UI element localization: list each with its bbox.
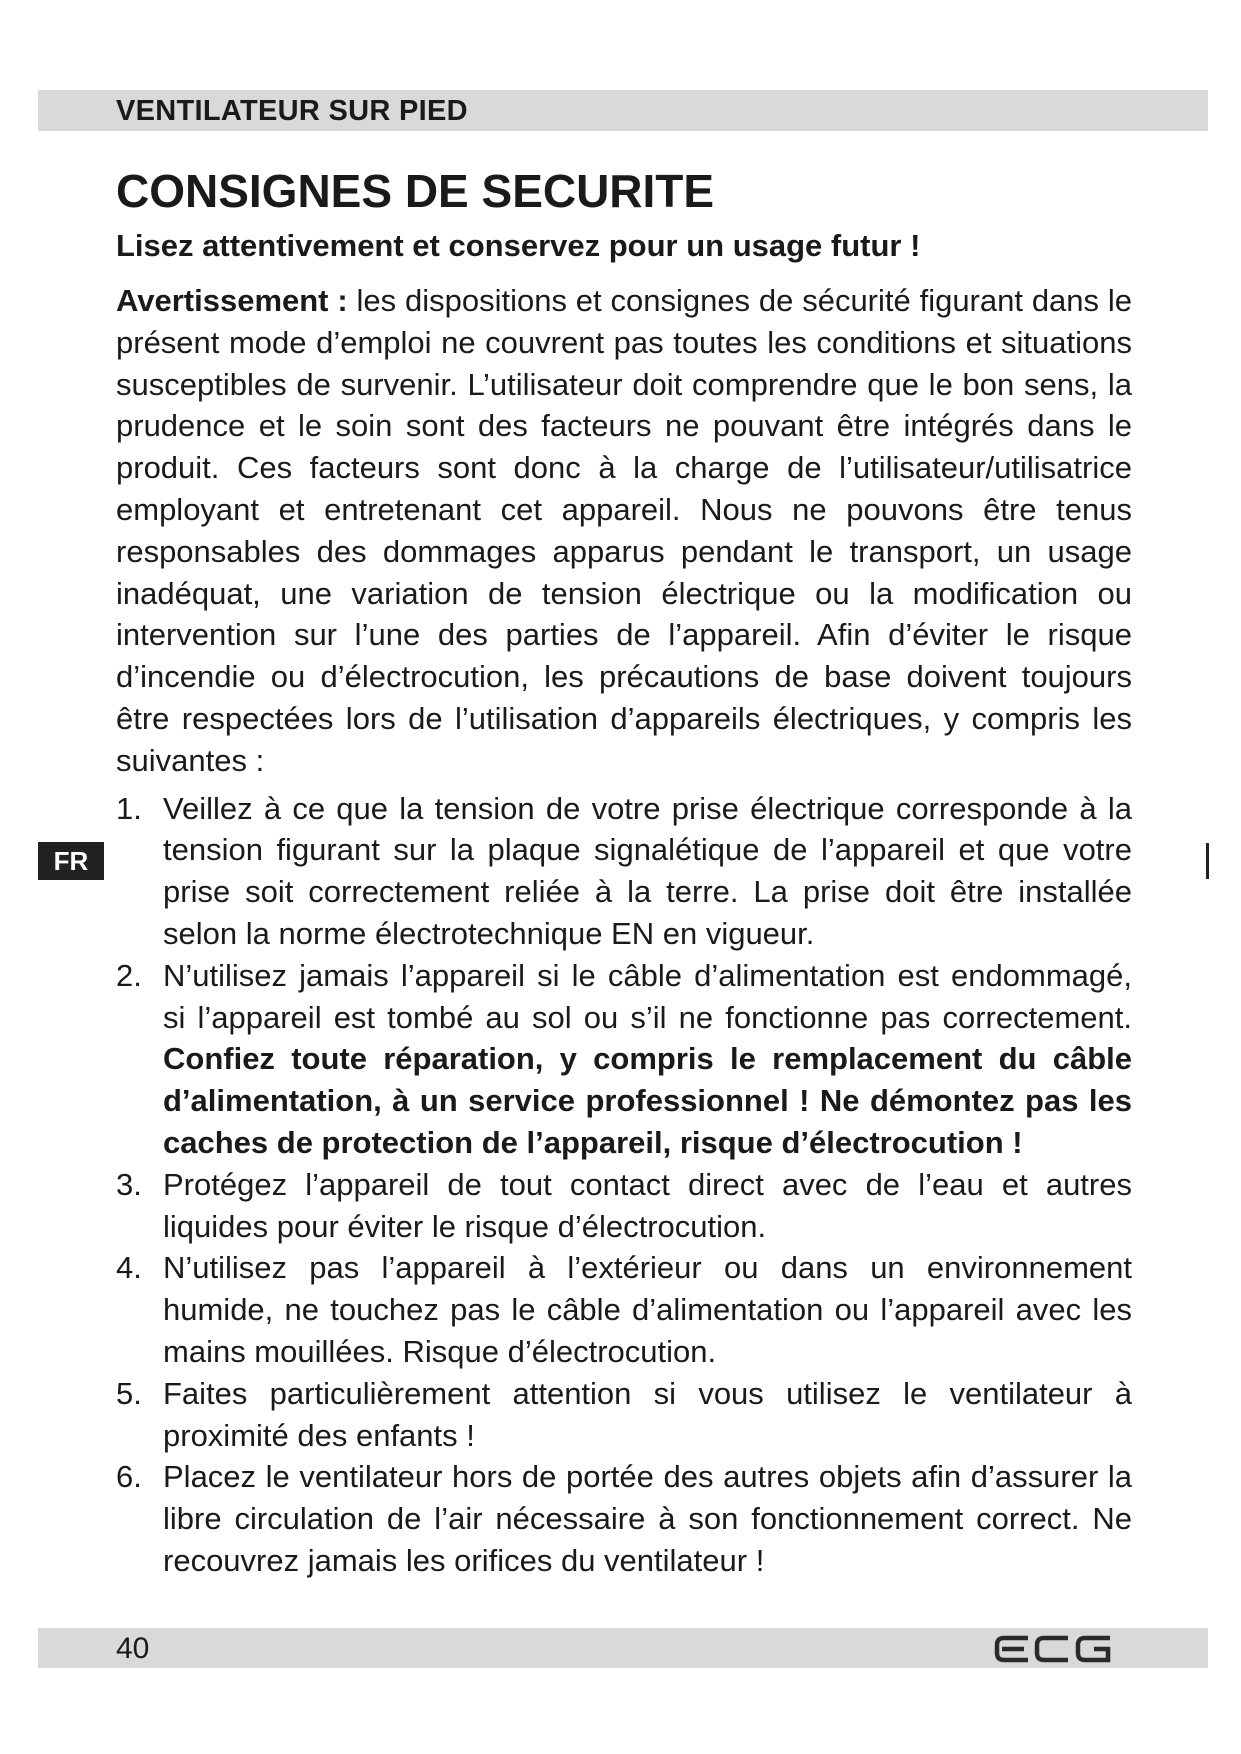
side-marker <box>1206 843 1209 879</box>
list-item <box>116 1373 1132 1457</box>
list-item-text: Protégez l’appareil de tout contact direct avec de l’eau et autres liquides pour éviter le risque d’électrocution. <box>163 1166 1132 1244</box>
list-item-number: 2. <box>116 957 142 993</box>
page-number: 40 <box>116 1632 150 1665</box>
list-item-text: Placez le ventilateur hors de portée des autres objets afin d’assurer la libre circulation de l’air nécessaire à son fonctionnement correct. Ne recouvrez jamais les orifices du ventilateur ! <box>163 1459 1132 1578</box>
list-item-text: Veillez à ce que la tension de votre prise électrique corresponde à la tension figurant sur la plaque signalétique de l’appareil et que votre prise soit correctement reliée à la terre. La prise doit être installée selon la norme électrotechnique EN en vigueur. <box>163 790 1132 951</box>
list-item-number: 1. <box>116 790 142 826</box>
section-title: VENTILATEUR SUR PIED <box>116 95 468 127</box>
list-item-number: 5. <box>116 1375 142 1411</box>
list-item <box>116 955 1132 1164</box>
list-item-text: N’utilisez pas l’appareil à l’extérieur ou dans un environnement humide, ne touchez pas le câble d’alimentation ou l’appareil avec les mains mouillées. Risque d’électrocution. <box>163 1250 1132 1369</box>
list-item-number: 6. <box>116 1459 142 1495</box>
language-tab: FR <box>38 842 104 880</box>
list-item-number: 3. <box>116 1166 142 1202</box>
ecg-logo-icon <box>994 1634 1114 1664</box>
list-item <box>116 788 1132 955</box>
warning-label: Avertissement : <box>116 283 348 318</box>
safety-rules-list <box>116 788 1132 1582</box>
list-item <box>116 1456 1132 1581</box>
warning-text: les dispositions et consignes de sécurité figurant dans le présent mode d’emploi ne couvrent pas toutes les conditions et situations susceptibles de survenir. L’utilisateur doit comprendre que le bon sens, la prudence et le soin sont des facteurs ne pouvant être intégrés dans le produit. Ces facteurs sont donc à la charge de l’utilisateur/utilisatrice employant et entretenant cet appareil. Nous ne pouvons être tenus responsables des dommages apparus pendant le transport, un usage inadéquat, une variation de tension électrique ou la modification ou intervention sur l’une des parties de l’appareil. Afin d’éviter le risque d’incendie ou d’électrocution, les précautions de base doivent toujours être respectées lors de l’utilisation d’appareils électriques, y compris les suivantes : <box>116 283 1132 778</box>
page-subtitle: Lisez attentivement et conservez pour un usage futur ! <box>116 228 921 263</box>
list-item-text: N’utilisez jamais l’appareil si le câble d’alimentation est endommagé, si l’appareil est tombé au sol ou s’il ne fonctionne pas correctement. <box>163 957 1132 1035</box>
list-item-text: Faites particulièrement attention si vous utilisez le ventilateur à proximité des enfants ! <box>163 1375 1132 1453</box>
safety-content <box>116 280 1132 1582</box>
warning-paragraph <box>116 280 1132 782</box>
list-item-number: 4. <box>116 1250 142 1286</box>
list-item-bold-text: Confiez toute réparation, y compris le remplacement du câble d’alimentation, à un service professionnel ! Ne démontez pas les caches de protection de l’appareil, risque d’électrocution ! <box>163 1041 1132 1160</box>
list-item <box>116 1247 1132 1372</box>
page-title: CONSIGNES DE SECURITE <box>116 165 715 217</box>
list-item <box>116 1164 1132 1248</box>
